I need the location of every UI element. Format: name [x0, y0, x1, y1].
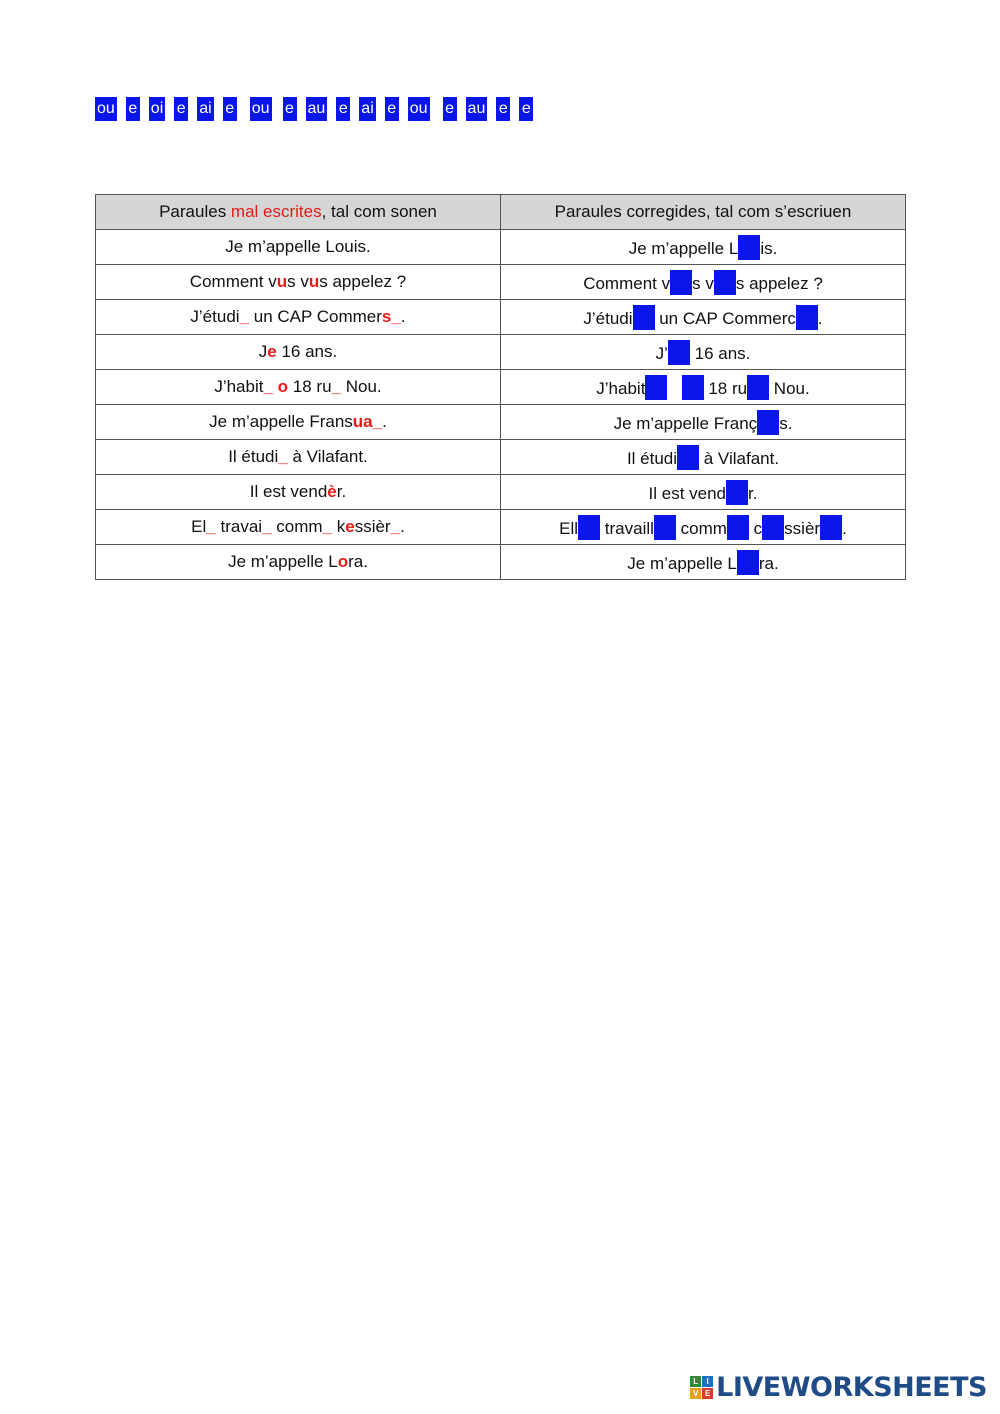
table-row: [96, 440, 906, 475]
drop-target[interactable]: [738, 235, 760, 260]
drop-target[interactable]: [578, 515, 600, 540]
liveworksheets-logo: [690, 1370, 987, 1404]
drop-target[interactable]: [633, 305, 655, 330]
drop-target[interactable]: [747, 375, 769, 400]
corrected-cell: Comment v s v s appelez ?: [501, 265, 906, 300]
table-row: [96, 545, 906, 580]
word-chip[interactable]: e: [336, 97, 350, 121]
word-chip[interactable]: ai: [359, 97, 375, 121]
misspelled-cell: Il est vendèr.: [96, 475, 501, 510]
table-row: [96, 300, 906, 335]
drop-target[interactable]: [682, 375, 704, 400]
drop-target[interactable]: [727, 515, 749, 540]
drop-target[interactable]: [654, 515, 676, 540]
word-chip[interactable]: e: [126, 97, 140, 121]
misspelled-cell: Je m’appelle Fransua_.: [96, 405, 501, 440]
word-chip[interactable]: e: [283, 97, 297, 121]
logo-letter: V: [690, 1388, 701, 1399]
drop-target[interactable]: [645, 375, 667, 400]
word-chip[interactable]: ou: [408, 97, 430, 121]
corrected-cell: Je m’appelle L is.: [501, 230, 906, 265]
drop-target[interactable]: [796, 305, 818, 330]
table-row: [96, 405, 906, 440]
drop-target[interactable]: [670, 270, 692, 295]
word-bank: [95, 97, 542, 121]
word-chip[interactable]: ou: [250, 97, 272, 121]
logo-text: LIVEWORKSHEETS: [716, 1371, 987, 1403]
correction-table: [95, 194, 906, 580]
table-row: [96, 475, 906, 510]
drop-target[interactable]: [714, 270, 736, 295]
misspelled-cell: J’habit_ o 18 ru_ Nou.: [96, 370, 501, 405]
word-chip[interactable]: e: [443, 97, 457, 121]
word-chip[interactable]: e: [519, 97, 533, 121]
corrected-cell: Je m’appelle L ra.: [501, 545, 906, 580]
misspelled-cell: J’étudi_ un CAP Commers_.: [96, 300, 501, 335]
drop-target[interactable]: [677, 445, 699, 470]
word-chip[interactable]: au: [306, 97, 328, 121]
word-chip[interactable]: e: [174, 97, 188, 121]
word-chip[interactable]: e: [496, 97, 510, 121]
header-corrected: Paraules corregides, tal com s’escriuen: [501, 195, 906, 230]
corrected-cell: J’étudi un CAP Commerc .: [501, 300, 906, 335]
drop-target[interactable]: [726, 480, 748, 505]
corrected-cell: Ell travaill comm c ssièr .: [501, 510, 906, 545]
table-row: [96, 370, 906, 405]
logo-mark-icon: [690, 1376, 713, 1399]
table-row: [96, 265, 906, 300]
word-chip[interactable]: e: [223, 97, 237, 121]
word-chip[interactable]: e: [385, 97, 399, 121]
table-row: [96, 510, 906, 545]
corrected-cell: Je m’appelle Franç s.: [501, 405, 906, 440]
header-misspelled: Paraules mal escrites, tal com sonen: [96, 195, 501, 230]
logo-letter: I: [702, 1376, 713, 1387]
word-chip[interactable]: au: [466, 97, 488, 121]
corrected-cell: Il étudi à Vilafant.: [501, 440, 906, 475]
drop-target[interactable]: [762, 515, 784, 540]
misspelled-cell: Je m’appelle Louis.: [96, 230, 501, 265]
word-chip[interactable]: ai: [197, 97, 213, 121]
table-row: [96, 335, 906, 370]
drop-target[interactable]: [737, 550, 759, 575]
word-chip[interactable]: ou: [95, 97, 117, 121]
drop-target[interactable]: [757, 410, 779, 435]
drop-target[interactable]: [820, 515, 842, 540]
misspelled-cell: Je 16 ans.: [96, 335, 501, 370]
corrected-cell: Il est vend r.: [501, 475, 906, 510]
misspelled-cell: Il étudi_ à Vilafant.: [96, 440, 501, 475]
corrected-cell: J’ 16 ans.: [501, 335, 906, 370]
misspelled-cell: Je m’appelle Lora.: [96, 545, 501, 580]
table-row: [96, 230, 906, 265]
misspelled-cell: Comment vus vus appelez ?: [96, 265, 501, 300]
drop-target[interactable]: [668, 340, 690, 365]
logo-letter: L: [690, 1376, 701, 1387]
table-header-row: [96, 195, 906, 230]
word-chip[interactable]: oi: [149, 97, 165, 121]
corrected-cell: J’habit 18 ru Nou.: [501, 370, 906, 405]
logo-letter: E: [702, 1388, 713, 1399]
misspelled-cell: El_ travai_ comm_ kessièr_.: [96, 510, 501, 545]
